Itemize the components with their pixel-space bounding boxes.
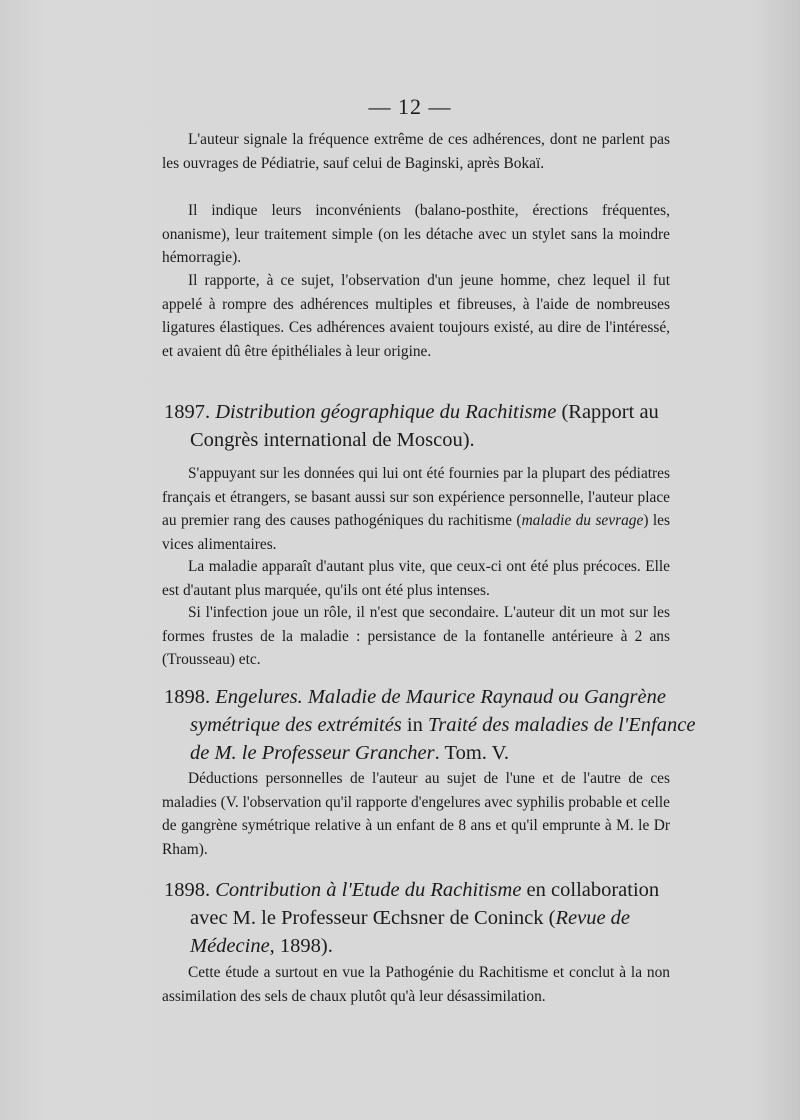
entry-1898a-paragraph-1: Déductions personnelles de l'auteur au sujet de l'une et de l'autre de ces maladies (V. l'observation qu'il rapporte d'engelures avec syphilis probable et celle de gangrène symétrique relative à un enfant de 8 ans et qu'il emprunte à M. le Dr Rham).: [162, 770, 670, 858]
entry-1898b-heading: [164, 876, 700, 960]
entry-1898a-mid: in: [406, 714, 423, 736]
entry-1897-title: Distribution géographique du Rachitisme: [215, 401, 557, 423]
entry-1898b-mid: en collaboration avec M. le Professeur Œchsner de Coninck (: [190, 879, 660, 929]
entry-1898b-journal: Revue de Médecine: [190, 907, 631, 957]
entry-1897-year: 1897.: [164, 401, 211, 423]
entry-1898a-title: Engelures. Maladie de Maurice Raynaud ou Gangrène symétrique des extrémités: [190, 686, 666, 736]
entry-1898a-year: 1898.: [164, 686, 211, 708]
intro-paragraph-3: Il rapporte, à ce sujet, l'observation d'un jeune homme, chez lequel il fut appelé à rompre des adhérences multiples et fibreuses, à l'aide de nombreuses ligatures élastiques. Ces adhérences avaient toujours existé, au dire de l'intéressé, et avaient dû être épithéliales à leur origine.: [162, 272, 670, 360]
intro-paragraph-2: Il indique leurs inconvénients (balano-posthite, érections fréquentes, onanisme), leur traitement simple (on les détache avec un stylet sans la moindre hémorragie).: [162, 202, 670, 266]
intro-paragraph-1: L'auteur signale la fréquence extrême de ces adhérences, dont ne parlent pas les ouvrages de Pédiatrie, sauf celui de Baginski, après Bokaï.: [162, 131, 670, 172]
entry-1897-rest: (Rapport au Congrès international de Moscou).: [190, 401, 659, 451]
entry-1898b-paragraph-1: Cette étude a surtout en vue la Pathogénie du Rachitisme et conclut à la non assimilation des sels de chaux plutôt qu'à leur désassimilation.: [162, 964, 670, 1005]
entry-1897-italic-term: maladie du sevrage: [521, 512, 644, 529]
entry-1897-paragraph-3: Si l'infection joue un rôle, il n'est que secondaire. L'auteur dit un mot sur les formes frustes de la maladie : persistance de la fontanelle antérieure à 2 ans (Trousseau) etc.: [162, 604, 670, 668]
entry-1898a-heading: [164, 683, 700, 767]
entry-1897-heading: [164, 398, 700, 454]
entry-1898a-rest: . Tom. V.: [434, 742, 509, 764]
entry-1898b-title: Contribution à l'Etude du Rachitisme: [215, 879, 522, 901]
entry-1898b-year: 1898.: [164, 879, 211, 901]
entry-1897-paragraph-1: S'appuyant sur les données qui lui ont été fournies par la plupart des pédiatres français et étrangers, se basant aussi sur son expérience personnelle, l'auteur place au premier rang des causes pathogéniques du rachitisme (maladie du sevrage) les vices alimentaires.: [162, 465, 670, 553]
page-number: — 12 —: [368, 94, 452, 119]
entry-1898a-title2: Traité des maladies de l'Enfance de M. le Professeur Grancher: [190, 714, 696, 764]
entry-1898b-rest: , 1898).: [269, 935, 333, 957]
entry-1897-paragraph-2: La maladie apparaît d'autant plus vite, que ceux-ci ont été plus précoces. Elle est d'autant plus marquée, qu'ils ont été plus intenses.: [162, 558, 670, 599]
